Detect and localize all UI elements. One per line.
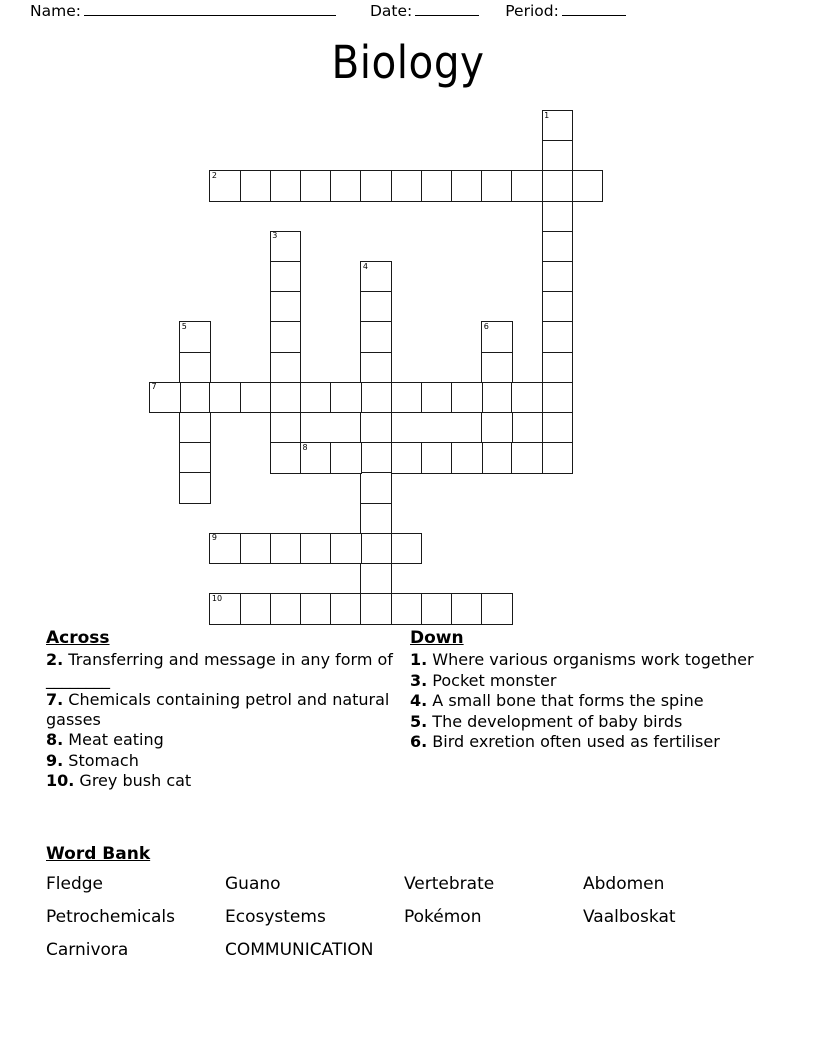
cell-number: 9 xyxy=(211,533,217,543)
crossword-cell[interactable] xyxy=(270,231,302,263)
clue-text: Chemicals containing petrol and natural gasses xyxy=(46,690,390,729)
crossword-cell[interactable] xyxy=(360,593,392,625)
crossword-cell[interactable] xyxy=(270,382,302,414)
crossword-cell[interactable] xyxy=(421,593,453,625)
crossword-cell[interactable] xyxy=(542,110,574,142)
clue-item-down-5 xyxy=(410,712,762,732)
clue-text: Meat eating xyxy=(63,730,164,749)
crossword-cell[interactable] xyxy=(511,382,543,414)
word-bank-section xyxy=(46,844,786,965)
crossword-cell[interactable] xyxy=(179,412,211,444)
across-clues-column xyxy=(46,628,396,792)
crossword-cell[interactable] xyxy=(360,412,392,444)
cell-number: 8 xyxy=(302,442,308,452)
word-bank-word: Ecosystems xyxy=(225,907,326,927)
crossword-cell[interactable] xyxy=(542,442,574,474)
down-clue-list xyxy=(410,650,762,752)
crossword-cell[interactable] xyxy=(270,170,302,202)
crossword-cell[interactable] xyxy=(542,201,574,233)
clue-item-across-7 xyxy=(46,690,396,729)
clue-text: The development of baby birds xyxy=(427,711,683,731)
across-heading: Across xyxy=(46,628,110,648)
crossword-cell[interactable] xyxy=(270,352,302,384)
crossword-cell[interactable] xyxy=(270,291,302,323)
clue-number: 10. xyxy=(46,771,75,790)
word-bank-heading: Word Bank xyxy=(46,844,151,864)
crossword-cell[interactable] xyxy=(391,170,423,202)
crossword-cell[interactable] xyxy=(270,533,302,565)
clue-number: 6. xyxy=(410,732,428,751)
crossword-cell[interactable] xyxy=(542,382,574,414)
crossword-cell[interactable] xyxy=(300,442,332,474)
word-bank-word: COMMUNICATION xyxy=(225,940,374,960)
crossword-cell[interactable] xyxy=(300,382,332,414)
crossword-cell[interactable] xyxy=(481,382,513,414)
cell-number: 1 xyxy=(544,110,550,120)
clue-number: 8. xyxy=(46,730,64,749)
crossword-cell[interactable] xyxy=(421,442,453,474)
crossword-cell[interactable] xyxy=(451,170,483,202)
crossword-cell[interactable] xyxy=(451,382,483,414)
down-clues-column xyxy=(410,628,762,753)
crossword-cell[interactable] xyxy=(360,563,392,595)
crossword-cell[interactable] xyxy=(481,352,513,384)
crossword-cell[interactable] xyxy=(421,170,453,202)
crossword-cell[interactable] xyxy=(481,170,513,202)
crossword-cell[interactable] xyxy=(360,291,392,323)
clue-item-across-8 xyxy=(46,730,396,750)
crossword-cell[interactable] xyxy=(360,472,392,504)
crossword-cell[interactable] xyxy=(330,533,362,565)
clue-number: 1. xyxy=(410,650,428,669)
clue-text: Stomach xyxy=(63,750,139,770)
word-bank-word: Fledge xyxy=(46,874,104,894)
crossword-cell[interactable] xyxy=(209,533,241,565)
crossword-cell[interactable] xyxy=(481,442,513,474)
crossword-cell[interactable] xyxy=(481,593,513,625)
crossword-cell[interactable] xyxy=(270,261,302,293)
crossword-cell[interactable] xyxy=(209,593,241,625)
clue-number: 2. xyxy=(46,650,64,669)
clue-item-down-4 xyxy=(410,691,762,711)
word-bank-word: Abdomen xyxy=(583,874,665,894)
crossword-cell[interactable] xyxy=(270,442,302,474)
word-bank-word: Petrochemicals xyxy=(46,907,175,927)
crossword-cell[interactable] xyxy=(179,382,211,414)
crossword-cell[interactable] xyxy=(421,382,453,414)
crossword-cell[interactable] xyxy=(360,321,392,353)
crossword-cell[interactable] xyxy=(270,412,302,444)
crossword-cell[interactable] xyxy=(391,533,423,565)
crossword-cell[interactable] xyxy=(542,321,574,353)
crossword-cell[interactable] xyxy=(270,321,302,353)
word-bank-word: Guano xyxy=(225,874,281,894)
word-bank-word: Carnivora xyxy=(46,940,129,960)
clue-text: Bird exretion often used as fertiliser xyxy=(427,732,720,751)
period-label: Period: xyxy=(505,2,559,20)
crossword-cell[interactable] xyxy=(451,593,483,625)
crossword-cell[interactable] xyxy=(511,170,543,202)
crossword-cell[interactable] xyxy=(240,170,272,202)
cell-number: 3 xyxy=(272,231,278,241)
crossword-cell[interactable] xyxy=(542,170,574,202)
clue-item-across-10 xyxy=(46,771,396,791)
crossword-cell[interactable] xyxy=(391,442,423,474)
crossword-cell[interactable] xyxy=(240,533,272,565)
crossword-cell[interactable] xyxy=(149,382,181,414)
crossword-cell[interactable] xyxy=(330,442,362,474)
page-title: Biology xyxy=(331,36,485,89)
clue-item-down-1 xyxy=(410,650,762,670)
crossword-cell[interactable] xyxy=(179,352,211,384)
crossword-cell[interactable] xyxy=(391,382,423,414)
clue-text: Where various organisms work together xyxy=(427,650,754,669)
cell-number: 7 xyxy=(151,382,157,392)
word-bank-word: Vaalboskat xyxy=(583,907,676,927)
clue-text: Transferring and message in any form of ________ xyxy=(46,650,393,689)
down-heading: Down xyxy=(410,628,464,648)
crossword-cell[interactable] xyxy=(179,321,211,353)
crossword-cell[interactable] xyxy=(360,170,392,202)
crossword-cell[interactable] xyxy=(240,382,272,414)
clues-section xyxy=(0,628,816,838)
crossword-cell[interactable] xyxy=(481,412,513,444)
crossword-cell[interactable] xyxy=(330,593,362,625)
word-bank-word: Vertebrate xyxy=(404,874,495,894)
crossword-cell[interactable] xyxy=(451,442,483,474)
crossword-cell[interactable] xyxy=(360,352,392,384)
crossword-cell[interactable] xyxy=(360,382,392,414)
crossword-cell[interactable] xyxy=(209,382,241,414)
crossword-cell[interactable] xyxy=(179,472,211,504)
cell-number: 2 xyxy=(211,170,217,180)
clue-number: 7. xyxy=(46,690,64,709)
crossword-cell[interactable] xyxy=(360,261,392,293)
cell-number: 6 xyxy=(483,321,489,331)
word-bank-grid xyxy=(46,870,786,965)
clue-item-across-2 xyxy=(46,650,396,689)
clue-number: 3. xyxy=(410,670,428,690)
word-bank-word: Pokémon xyxy=(404,907,482,927)
clue-item-across-9 xyxy=(46,751,396,771)
crossword-cell[interactable] xyxy=(572,170,604,202)
crossword-cell[interactable] xyxy=(360,533,392,565)
crossword-cell[interactable] xyxy=(270,593,302,625)
across-clue-list xyxy=(46,650,396,791)
cell-number: 5 xyxy=(181,321,187,331)
clue-item-down-3 xyxy=(410,671,762,691)
cell-number: 4 xyxy=(362,261,368,271)
crossword-cell[interactable] xyxy=(209,170,241,202)
crossword-cell[interactable] xyxy=(542,140,574,172)
clue-text: A small bone that forms the spine xyxy=(427,691,704,710)
clue-text: Pocket monster xyxy=(427,670,557,690)
clue-number: 4. xyxy=(410,691,428,710)
crossword-cell[interactable] xyxy=(542,231,574,263)
clue-number: 5. xyxy=(410,711,428,731)
crossword-cell[interactable] xyxy=(300,593,332,625)
crossword-cell[interactable] xyxy=(330,382,362,414)
crossword-cell[interactable] xyxy=(300,533,332,565)
crossword-cell[interactable] xyxy=(542,352,574,384)
crossword-cell[interactable] xyxy=(360,442,392,474)
crossword-cell[interactable] xyxy=(360,503,392,535)
crossword-cell[interactable] xyxy=(179,442,211,474)
crossword-cell[interactable] xyxy=(240,593,272,625)
crossword-cell[interactable] xyxy=(481,321,513,353)
crossword-cell[interactable] xyxy=(511,442,543,474)
clue-item-down-6 xyxy=(410,732,762,752)
clue-text: Grey bush cat xyxy=(74,771,192,790)
name-label: Name: xyxy=(30,2,81,20)
date-label: Date: xyxy=(369,2,413,20)
crossword-cell[interactable] xyxy=(300,170,332,202)
crossword-cell[interactable] xyxy=(330,170,362,202)
crossword-cell[interactable] xyxy=(391,593,423,625)
crossword-cell[interactable] xyxy=(542,412,574,444)
cell-number: 10 xyxy=(211,593,223,603)
crossword-cell[interactable] xyxy=(542,291,574,323)
crossword-cell[interactable] xyxy=(542,261,574,293)
clue-number: 9. xyxy=(46,750,64,770)
